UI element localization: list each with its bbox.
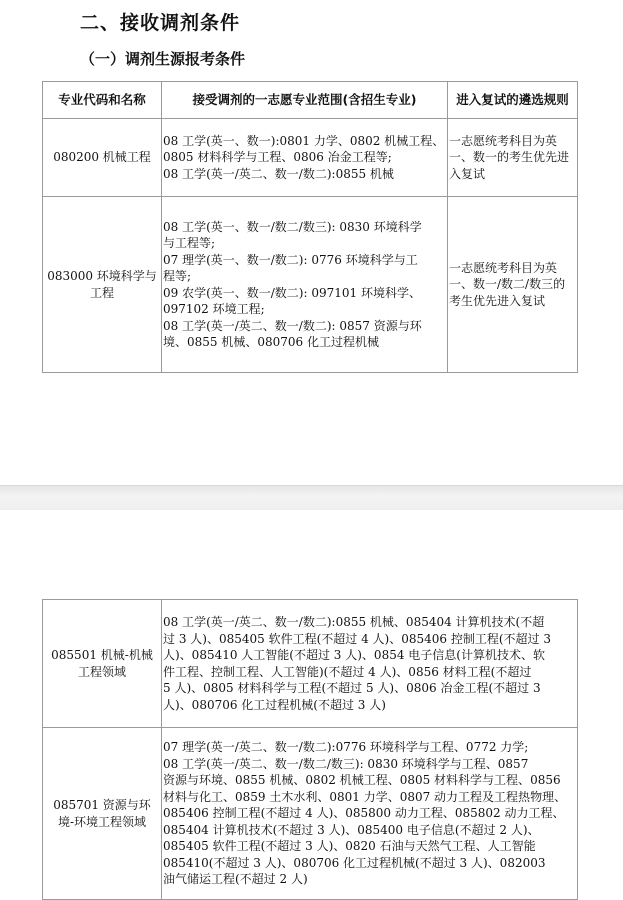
scope-line: 过 3 人)、085405 软件工程(不超过 4 人)、085406 控制工程(不超过 3 (163, 631, 551, 646)
adjustment-conditions-table-continued (42, 599, 578, 900)
scope-line: 08 工学(英一/英二、数一/数二):0855 机械 (163, 166, 394, 181)
page-separator (0, 485, 623, 512)
scope-line: 5 人)、0805 材料科学与工程(不超过 5 人)、0806 冶金工程(不超过 3 (163, 681, 541, 695)
rule-line: 一、数一/数二/数三的 (449, 277, 566, 292)
table-row (43, 119, 578, 197)
scope-line: 097102 环境工程; (163, 302, 265, 316)
scope-line: 085410(不超过 3 人)、080706 化工过程机械(不超过 3 人)、082003 (163, 855, 546, 870)
scope-line: 08 工学(英一、数一/数二/数三): 0830 环境科学 (163, 219, 422, 234)
section-heading: 二、接收调剂条件 (80, 12, 241, 34)
table-row (43, 728, 578, 900)
header-accepted-scope: 接受调剂的一志愿专业范围(含招生专业) (162, 82, 448, 119)
scope-line: 08 工学(英一/英二、数一/数二):0855 机械、085404 计算机技术(不超 (163, 615, 545, 629)
major-code-cell: 080200 机械工程 (43, 119, 162, 197)
major-code-cell: 083000 环境科学与工程 (43, 197, 162, 373)
selection-rule-cell (448, 119, 578, 197)
scope-line: 09 农学(英一、数一/数二): 097101 环境科学、 (163, 285, 421, 300)
scope-line: 程等; (163, 269, 192, 283)
scope-line: 油气储运工程(不超过 2 人) (163, 872, 308, 887)
accepted-scope-cell (162, 728, 578, 900)
scope-line: 08 工学(英一、数一):0801 力学、0802 机械工程、 (163, 133, 445, 148)
major-code-cell: 085501 机械-机械工程领域 (43, 600, 162, 728)
scope-line: 08 工学(英一/英二、数一/数二/数三): 0830 环境科学与工程、0857 (163, 756, 529, 771)
accepted-scope-cell (162, 600, 578, 728)
rule-line: 考生优先进入复试 (449, 293, 546, 308)
scope-line: 件工程、控制工程、人工智能)(不超过 4 人)、0856 材料工程(不超过 (163, 664, 532, 679)
scope-line: 08 工学(英一/英二、数一/数二): 0857 资源与环 (163, 318, 422, 333)
scope-line: 与工程等; (163, 236, 216, 250)
document-page-2 (0, 510, 623, 900)
scope-line: 人)、080706 化工过程机械(不超过 3 人) (163, 697, 386, 712)
table-row (43, 600, 578, 728)
scope-line: 材料与化工、0859 土木水利、0801 力学、0807 动力工程及工程热物理、 (163, 789, 567, 804)
rule-line: 一志愿统考科目为英 (449, 260, 558, 275)
section-subheading: （一）调剂生源报考条件 (80, 50, 246, 68)
scope-line: 资源与环境、0855 机械、0802 机械工程、0805 材料科学与工程、0856 (163, 773, 561, 788)
scope-line: 07 理学(英一、数一/数二): 0776 环境科学与工 (163, 252, 418, 267)
scope-line: 境、0855 机械、080706 化工过程机械 (163, 335, 379, 349)
scope-line: 0805 材料科学与工程、0806 冶金工程等; (163, 150, 392, 165)
rule-line: 一、数一的考生优先进 (449, 150, 570, 165)
accepted-scope-cell (162, 119, 448, 197)
adjustment-conditions-table (42, 81, 578, 373)
rule-line: 一志愿统考科目为英 (449, 133, 558, 148)
major-code-cell: 085701 资源与环境-环境工程领域 (43, 728, 162, 900)
rule-line: 入复试 (449, 166, 486, 181)
selection-rule-cell (448, 197, 578, 373)
scope-line: 085406 控制工程(不超过 4 人)、085800 动力工程、085802 动力工程、 (163, 806, 565, 821)
accepted-scope-cell (162, 197, 448, 373)
table-row (43, 197, 578, 373)
scope-line: 085404 计算机技术(不超过 3 人)、085400 电子信息(不超过 2 人)、 (163, 822, 540, 837)
table-header-row (43, 82, 578, 119)
scope-line: 085405 软件工程(不超过 3 人)、0820 石油与天然气工程、人工智能 (163, 839, 536, 854)
scope-line: 07 理学(英一/英二、数一/数二):0776 环境科学与工程、0772 力学; (163, 740, 529, 755)
header-major-code: 专业代码和名称 (43, 82, 162, 119)
header-selection-rule: 进入复试的遴选规则 (448, 82, 578, 119)
scope-line: 人)、085410 人工智能(不超过 3 人)、0854 电子信息(计算机技术、软 (163, 648, 545, 662)
